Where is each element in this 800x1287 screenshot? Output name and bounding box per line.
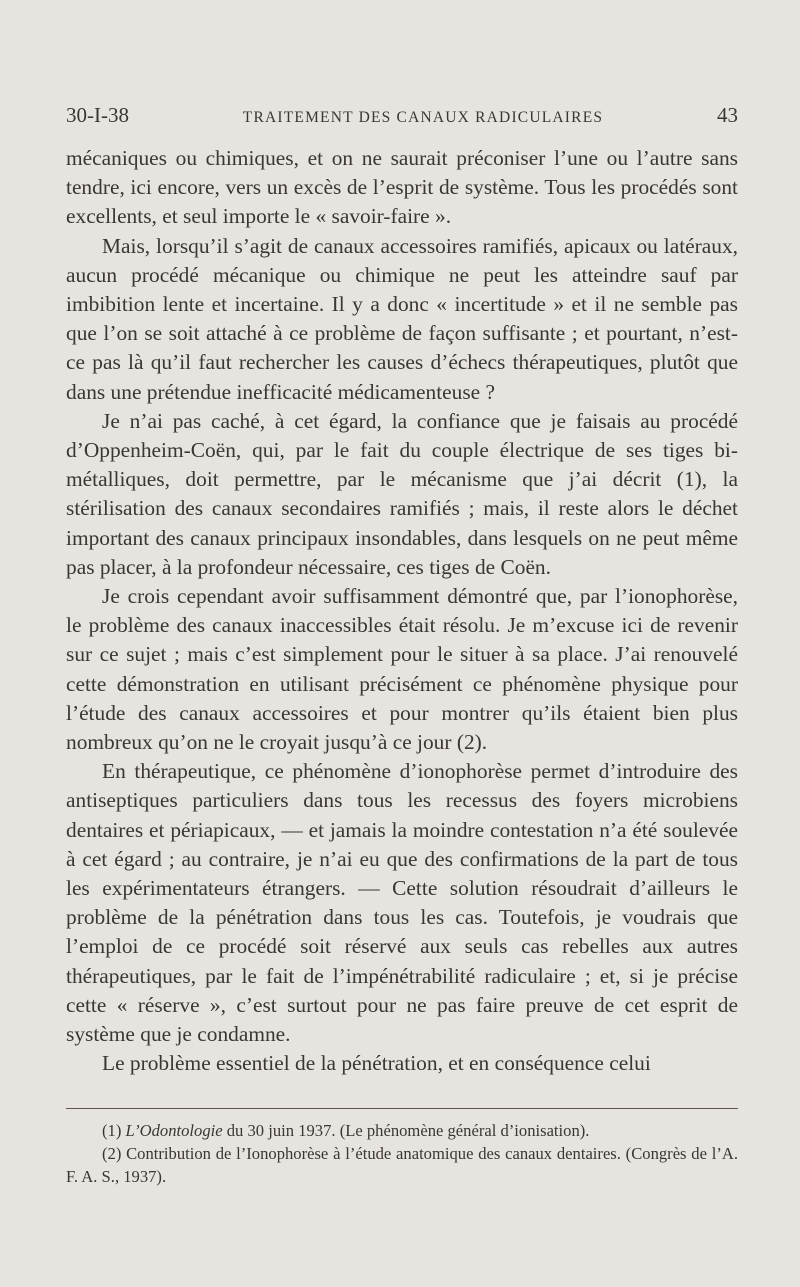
paragraph: Je crois cependant avoir suffisamment démontré que, par l’ionophorèse, le problème des canaux inaccessibles était résolu. Je m’excuse ici de revenir sur ce sujet ; mais c’est simplement pour le situer à sa place. J’ai renouvelé cette démonstration en utilisant précisément ce phénomène physique pour l’étude des canaux accessoires et pour montrer qu’ils étaient bien plus nombreux qu’on ne le croyait jusqu’à ce jour (2). bbox=[66, 584, 738, 755]
footnote-1-journal: L’Odontologie bbox=[125, 1121, 223, 1140]
paragraph: Mais, lorsqu’il s’agit de canaux accessoires ramifiés, apicaux ou latéraux, aucun procédé mécanique ou chimique ne peut les atteindre sauf par imbibition lente et incertaine. Il y a donc « incertitude » et il ne semble pas que l’on se soit attaché à ce problème de façon suffisante ; et pourtant, n’est-ce pas là qu’il faut rechercher les causes d’échecs thérapeutiques, plutôt que dans une prétendue inefficacité médicamenteuse ? bbox=[66, 233, 738, 404]
paragraph: Je n’ai pas caché, à cet égard, la confiance que je faisais au procédé d’Oppenheim-Coën, qui, par le fait du couple électrique de ses tiges bi-métalliques, doit permettre, par le mécanisme que j’ai décrit (1), la stérilisation des canaux secondaires ramifiés ; mais, il reste alors le déchet important des canaux principaux insondables, dans lesquels on ne peut même pas placer, à la profondeur nécessaire, ces tiges de Coën. bbox=[66, 408, 738, 579]
header-ref: 30-I-38 bbox=[66, 103, 129, 127]
page-number: 43 bbox=[717, 103, 738, 127]
paragraph: En thérapeutique, ce phénomène d’ionophorèse permet d’introduire des antiseptiques particuliers dans tous les recessus des foyers microbiens dentaires et périapicaux, — et jamais la moindre contestation n’a été soulevée à cet égard ; au contraire, je n’ai eu que des confirmations de la part de tous les expérimentateurs étrangers. — Cette solution résoudrait d’ailleurs le problème de la pénétration dans tous les cas. Toutefois, je voudrais que l’emploi de ce procédé soit réservé aux seuls cas rebelles aux autres thérapeutiques, par le fait de l’impénétrabilité radiculaire ; et, si je précise cette « réserve », c’est surtout pour ne pas faire preuve de cet esprit de système que je condamne. bbox=[66, 759, 738, 1047]
footnote-1-text: du 30 juin 1937. (Le phénomène général d’ionisation). bbox=[222, 1121, 590, 1140]
body-text bbox=[66, 144, 738, 1079]
footnote-rule bbox=[66, 1108, 738, 1109]
footnote-2: (2) Contribution de l’Ionophorèse à l’étude anatomique des canaux dentaires. (Congrès de l’A. F. A. S., 1937). bbox=[66, 1143, 738, 1186]
paragraph: Le problème essentiel de la pénétration, et en conséquence celui bbox=[102, 1051, 651, 1076]
footnote-1-prefix: (1) bbox=[102, 1121, 126, 1140]
footnotes bbox=[66, 1120, 738, 1188]
footnote-1 bbox=[66, 1120, 738, 1143]
running-header bbox=[66, 103, 738, 128]
running-title: TRAITEMENT DES CANAUX RADICULAIRES bbox=[242, 109, 604, 126]
paragraph: mécaniques ou chimiques, et on ne saurait préconiser l’une ou l’autre sans tendre, ici encore, vers un excès de l’esprit de système. Tous les procédés sont excellents, et seul importe le « savoir-faire ». bbox=[66, 146, 738, 229]
